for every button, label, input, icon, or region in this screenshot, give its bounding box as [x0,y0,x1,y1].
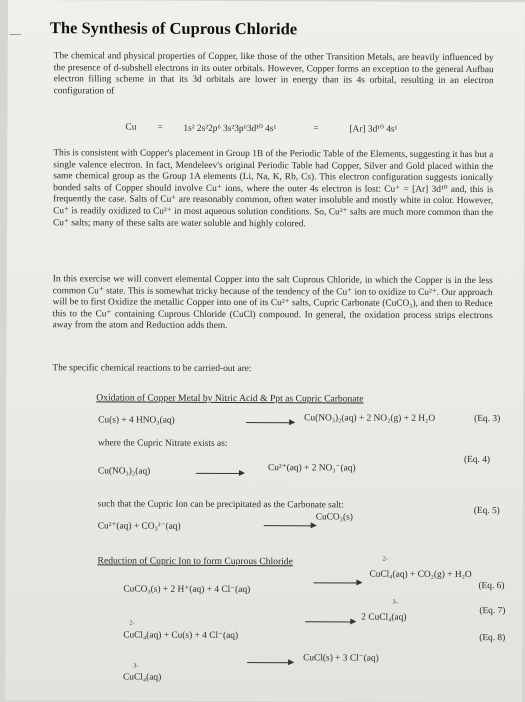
where-text: where the Cupric Nitrate exists as: [98,438,228,449]
section-reduction-heading: Reduction of Cupric Ion to form Cuprous Chloride [97,555,293,568]
eq6-label: (Eq. 6) [478,581,505,592]
eq3-arrow [246,422,294,423]
such-text: such that the Cupric Ion can be precipitated as the Carbonate salt: [97,499,344,511]
eq6-reactants: CuCO₃(s) + 2 H⁺(aq) + 4 Cl⁻(aq) [123,584,251,596]
eq8-label: (Eq. 8) [479,633,506,644]
eq7-charge-mark-right: 3- [392,598,398,606]
eq7-reactants: CuCl₄(aq) + Cu(s) + 4 Cl⁻(aq) [123,630,239,642]
paragraph-3: In this exercise we will convert elemental Copper into the salt Cuprous Chloride, in which the Copper is in the less common Cu⁺ state. This is somewhat tricky because of the tendency of the Cu⁺ ion to oxidize to Cu²⁺. Our approach will be to first Oxidize the metallic Copper into one of its Cu²⁺ salts, Cupric Carbonate (CuCO₃), and then to Reduce this to the Cu⁺ containing Cuprous Chloride (CuCl) compound. In general, the oxidation process strips electrons away from the atom and Reduction adds them. [52,274,493,332]
eq6-arrow [313,582,361,583]
eq7-arrow [305,621,355,622]
eq8-charge-mark: 3- [133,662,139,670]
document-page [5,0,525,702]
eq8-reactant: CuCl₄(aq) [123,672,162,683]
eq6-charge-mark: 2- [382,555,389,563]
intro-paragraph: The chemical and physical properties of Copper, like those of the other Transition Metals, are heavily influenced by the presence of d-subshell electrons in its outer orbitals. However, Copper forms an exception to the general Aufbau electron filling scheme in that its 3d orbitals are lower in energy than its 4s orbital, resulting in an electron configuration of [53,51,494,97]
eq5-product: CuCO₃(s) [315,512,353,523]
config-lhs: Cu [125,122,137,133]
eq4-products: Cu²⁺(aq) + 2 NO₃⁻(aq) [267,463,356,474]
eq3-label: (Eq. 3) [474,414,501,425]
config-eq2: = [313,123,319,134]
eq4-arrow [196,473,244,474]
config-eq1: = [157,122,163,133]
eq4-label: (Eq. 4) [463,454,491,466]
config-full: 1s² 2s²2p⁶ 3s²3p⁶3d¹⁰ 4s¹ [183,123,277,135]
eq3-reactants: Cu(s) + 4 HNO₃(aq) [98,415,175,426]
eq7-charge-mark-left: 2- [129,619,135,627]
paragraph-2: This is consistent with Copper's placement in Group 1B of the Periodic Table of the Elements, suggesting it has but a single valence electron. In fact, Mendeleev's original Periodic Table had Copper, Silver and Gold placed within the same chemical group as the Group 1A elements (Li, Na, K, Rb, Cs). This electron configuration suggests ionically bonded salts of Copper should involve Cu⁺ ions, where the outer 4s electron is lost: Cu⁺ = [Ar] 3d¹⁰ and, this is frequently the case. Salts of Cu⁺ are reasonably common, often water insoluble and mostly white in color. However, Cu⁺ is readily oxidized to Cu²⁺ in most aqueous solution conditions. So, Cu²⁺ salts are much more common than the Cu⁺ salts; many of these salts are water soluble and highly colored. [53,148,494,229]
eq4-reactant: Cu(NO₃)₂(aq) [97,466,151,477]
eq7-label: (Eq. 7) [479,606,506,617]
eq8-products: CuCl(s) + 3 Cl⁻(aq) [303,653,379,664]
eq7-product: 2 CuCl₄(aq) [361,612,407,623]
eq5-label: (Eq. 5) [473,506,500,517]
config-short: [Ar] 3d¹⁰ 4s¹ [349,124,398,135]
section-oxidation-heading: Oxidation of Copper Metal by Nitric Acid & Ppt as Cupric Carbonate [96,392,364,405]
eq3-products: Cu(NO₃)₂(aq) + 2 NO₂(g) + 2 H₂O [304,413,436,424]
eq5-reactants: Cu²⁺(aq) + CO₃²⁻(aq) [97,521,181,532]
eq8-arrow [247,662,293,663]
page-title: The Synthesis of Cuprous Chloride [49,18,298,39]
eq6-products: CuCl₄(aq) + CO₂(g) + H₂O [369,569,472,581]
margin-mark: — [9,28,21,41]
eq5-arrow [264,525,316,526]
paragraph-4: The specific chemical reactions to be carried-out are: [52,363,252,375]
